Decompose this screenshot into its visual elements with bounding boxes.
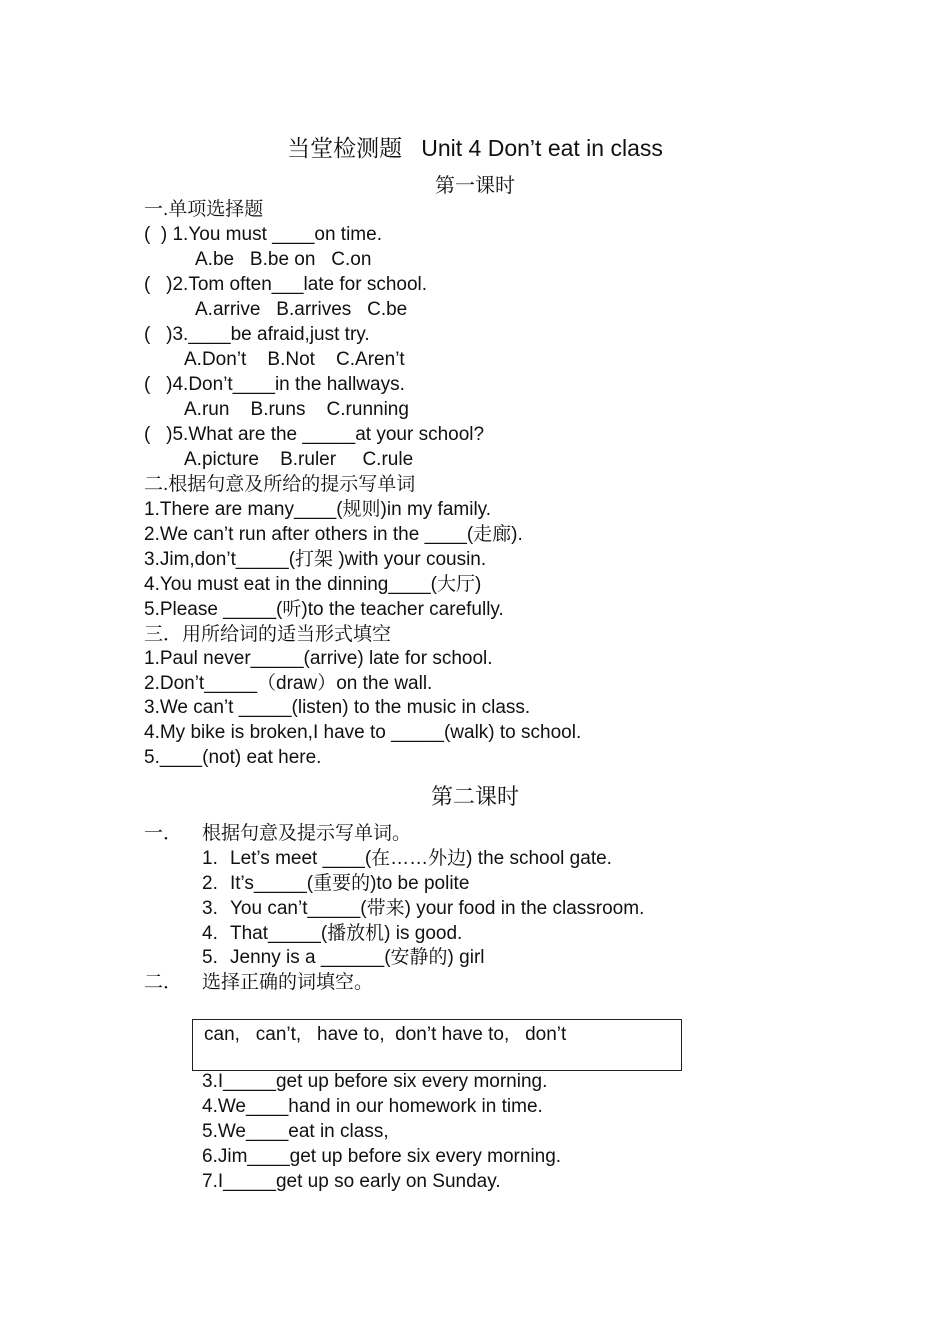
page-title: 当堂检测题 Unit 4 Don’t eat in class (287, 135, 663, 161)
section-heading: 三．用所给词的适当形式填空 (144, 624, 392, 645)
question-line: 2.We can’t run after others in the ____(走廊). (144, 524, 523, 545)
section-heading: 二.根据句意及所给的提示写单词 (144, 474, 416, 495)
item-number: 5. (202, 947, 218, 968)
item-number: 3. (202, 898, 218, 919)
question-line: You can’t_____(带来) your food in the classroom. (230, 898, 645, 919)
question-line: 4.We____hand in our homework in time. (202, 1096, 543, 1117)
question-line: 4.My bike is broken,I have to _____(walk) to school. (144, 722, 582, 743)
item-number: 1. (202, 848, 218, 869)
question-line: 1.Paul never_____(arrive) late for school. (144, 648, 493, 669)
question-line: 5.We____eat in class, (202, 1121, 389, 1142)
lesson-2-heading: 第二课时 (430, 784, 519, 809)
question-line: 3.I_____get up before six every morning. (202, 1071, 548, 1092)
options-line: A.arrive B.arrives C.be (195, 299, 408, 320)
question-line: 7.I_____get up so early on Sunday. (202, 1171, 501, 1192)
options-line: A.Don’t B.Not C.Aren’t (184, 349, 405, 370)
question-line: 6.Jim____get up before six every morning. (202, 1146, 562, 1167)
word-box-text: can, can’t, have to, don’t have to, don’t (204, 1024, 567, 1045)
question-line: Let’s meet ____(在……外边) the school gate. (230, 848, 612, 869)
question-line: 2.Don’t_____（draw）on the wall. (144, 673, 433, 694)
options-line: A.be B.be on C.on (195, 249, 372, 270)
item-number: 2. (202, 873, 218, 894)
question-line: ( ) 1.You must ____on time. (144, 224, 382, 245)
question-line: It’s_____(重要的)to be polite (230, 873, 470, 894)
question-line: 3.Jim,don’t_____(打架 )with your cousin. (144, 549, 487, 570)
question-line: 4.You must eat in the dinning____(大厅) (144, 574, 482, 595)
question-line: Jenny is a ______(安静的) girl (230, 947, 485, 968)
section-heading: 一.单项选择题 (144, 199, 264, 220)
question-line: 5.____(not) eat here. (144, 747, 322, 768)
section-heading: 选择正确的词填空。 (202, 972, 374, 993)
options-line: A.run B.runs C.running (184, 399, 409, 420)
question-line: ( )3.____be afraid,just try. (144, 324, 370, 345)
question-line: ( )2.Tom often___late for school. (144, 274, 428, 295)
question-line: ( )4.Don’t____in the hallways. (144, 374, 405, 395)
section-heading: 根据句意及提示写单词。 (202, 823, 412, 844)
question-line: ( )5.What are the _____at your school? (144, 424, 485, 445)
item-number: 4. (202, 923, 218, 944)
question-line: That_____(播放机) is good. (230, 923, 463, 944)
question-line: 1.There are many____(规则)in my family. (144, 499, 492, 520)
section-number: 二． (144, 972, 183, 993)
word-box (192, 1019, 682, 1071)
question-line: 5.Please _____(听)to the teacher carefully. (144, 599, 504, 620)
lesson-1-heading: 第一课时 (435, 175, 515, 197)
section-number: 一． (144, 823, 183, 844)
question-line: 3.We can’t _____(listen) to the music in class. (144, 697, 531, 718)
options-line: A.picture B.ruler C.rule (184, 449, 414, 470)
